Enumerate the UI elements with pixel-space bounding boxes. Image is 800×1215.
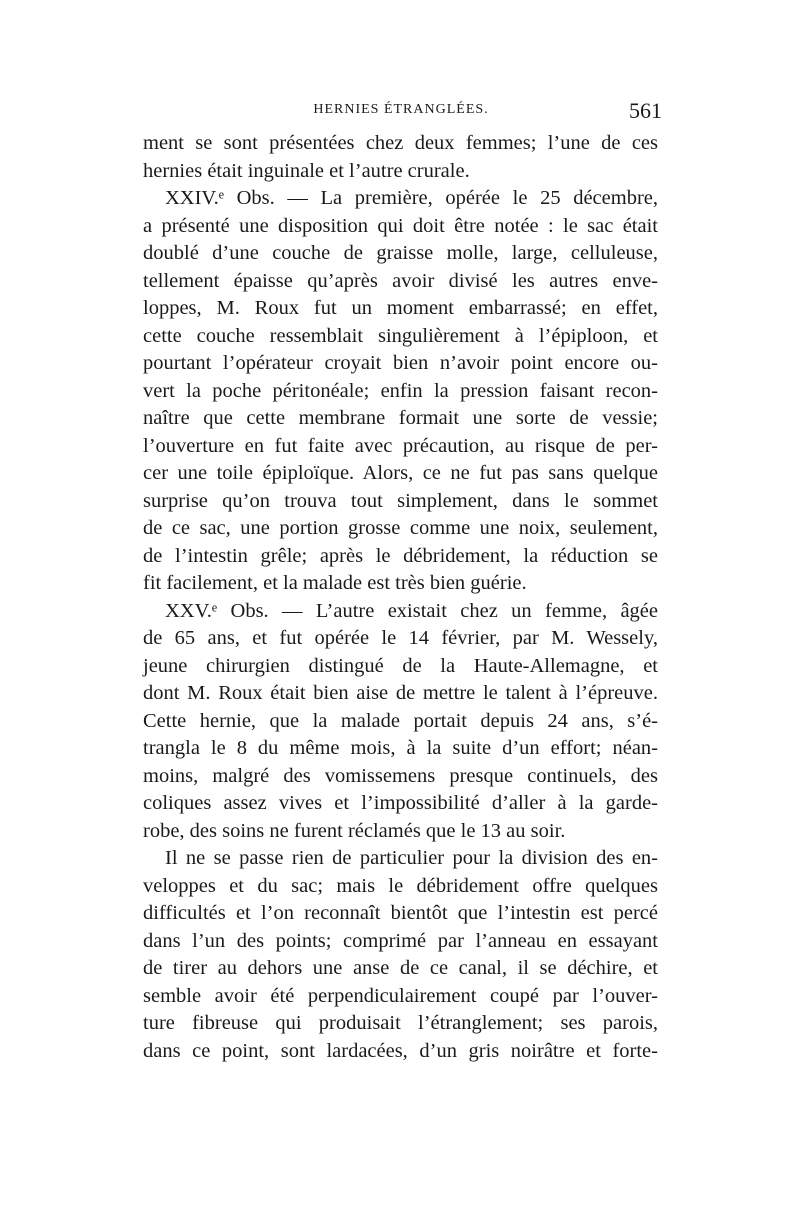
text-line: ment se sont présentées chez deux femmes; l’une de ces (143, 132, 658, 154)
text-line: difficultés et l’on reconnaît bientôt que l’intestin est percé (143, 902, 658, 924)
text-line: de 65 ans, et fut opérée le 14 février, par M. Wessely, (143, 627, 658, 649)
text-line: dont M. Roux était bien aise de mettre le talent à l’épreuve. (143, 682, 658, 704)
text-line: de l’intestin grêle; après le débridement, la réduction se (143, 544, 658, 567)
text-line: dans ce point, sont lardacées, d’un gris noirâtre et forte- (143, 1039, 658, 1062)
text-line: semble avoir été perpendiculairement coupé par l’ouver- (143, 984, 658, 1007)
text-line: cer une toile épiploïque. Alors, ce ne fut pas sans quelque (143, 462, 658, 484)
text-line: hernies était inguinale et l’autre crurale. (143, 159, 470, 182)
text-line: cette couche ressemblait singulièrement à l’épiploon, et (143, 324, 658, 347)
text-line: ture fibreuse qui produisait l’étranglement; ses parois, (143, 1012, 658, 1034)
text-line: XXV.ᵉ Obs. — L’autre existait chez un femme, âgée (165, 599, 658, 622)
text-line: surprise qu’on trouva tout simplement, dans le sommet (143, 489, 658, 512)
text-line: a présenté une disposition qui doit être notée : le sac était (143, 214, 658, 237)
text-line: trangla le 8 du même mois, à la suite d’un effort; néan- (143, 737, 658, 759)
running-title: HERNIES ÉTRANGLÉES. (313, 102, 489, 117)
text-line: coliques assez vives et l’impossibilité d’aller à la garde- (143, 792, 658, 814)
text-line: l’ouverture en fut faite avec précaution, au risque de per- (143, 434, 658, 457)
text-line: veloppes et du sac; mais le débridement offre quelques (143, 874, 658, 897)
running-head (140, 98, 662, 128)
text-line: de tirer au dehors une anse de ce canal, il se déchire, et (143, 957, 658, 979)
text-line: jeune chirurgien distingué de la Haute-Allemagne, et (143, 654, 658, 677)
text-line: dans l’un des points; comprimé par l’anneau en essayant (143, 929, 658, 952)
text-line: naître que cette membrane formait une sorte de vessie; (143, 407, 658, 429)
text-line: moins, malgré des vomissemens presque continuels, des (143, 764, 658, 787)
text-line: pourtant l’opérateur croyait bien n’avoir point encore ou- (143, 352, 658, 374)
text-line: XXIV.ᵉ Obs. — La première, opérée le 25 décembre, (165, 187, 658, 209)
page-number: 561 (629, 98, 662, 123)
text-line: fit facilement, et la malade est très bien guérie. (143, 572, 527, 594)
text-line: loppes, M. Roux fut un moment embarrassé; en effet, (143, 297, 658, 319)
text-line: de ce sac, une portion grosse comme une noix, seulement, (143, 517, 658, 539)
text-line: vert la poche péritonéale; enfin la pression faisant recon- (143, 379, 658, 402)
text-line: tellement épaisse qu’après avoir divisé les autres enve- (143, 269, 658, 292)
text-line: robe, des soins ne furent réclamés que le 13 au soir. (143, 819, 566, 842)
text-line: doublé d’une couche de graisse molle, large, celluleuse, (143, 242, 658, 264)
body-text (143, 130, 658, 1065)
text-line: Cette hernie, que la malade portait depuis 24 ans, s’é- (143, 709, 658, 732)
text-line: Il ne se passe rien de particulier pour la division des en- (165, 847, 658, 869)
